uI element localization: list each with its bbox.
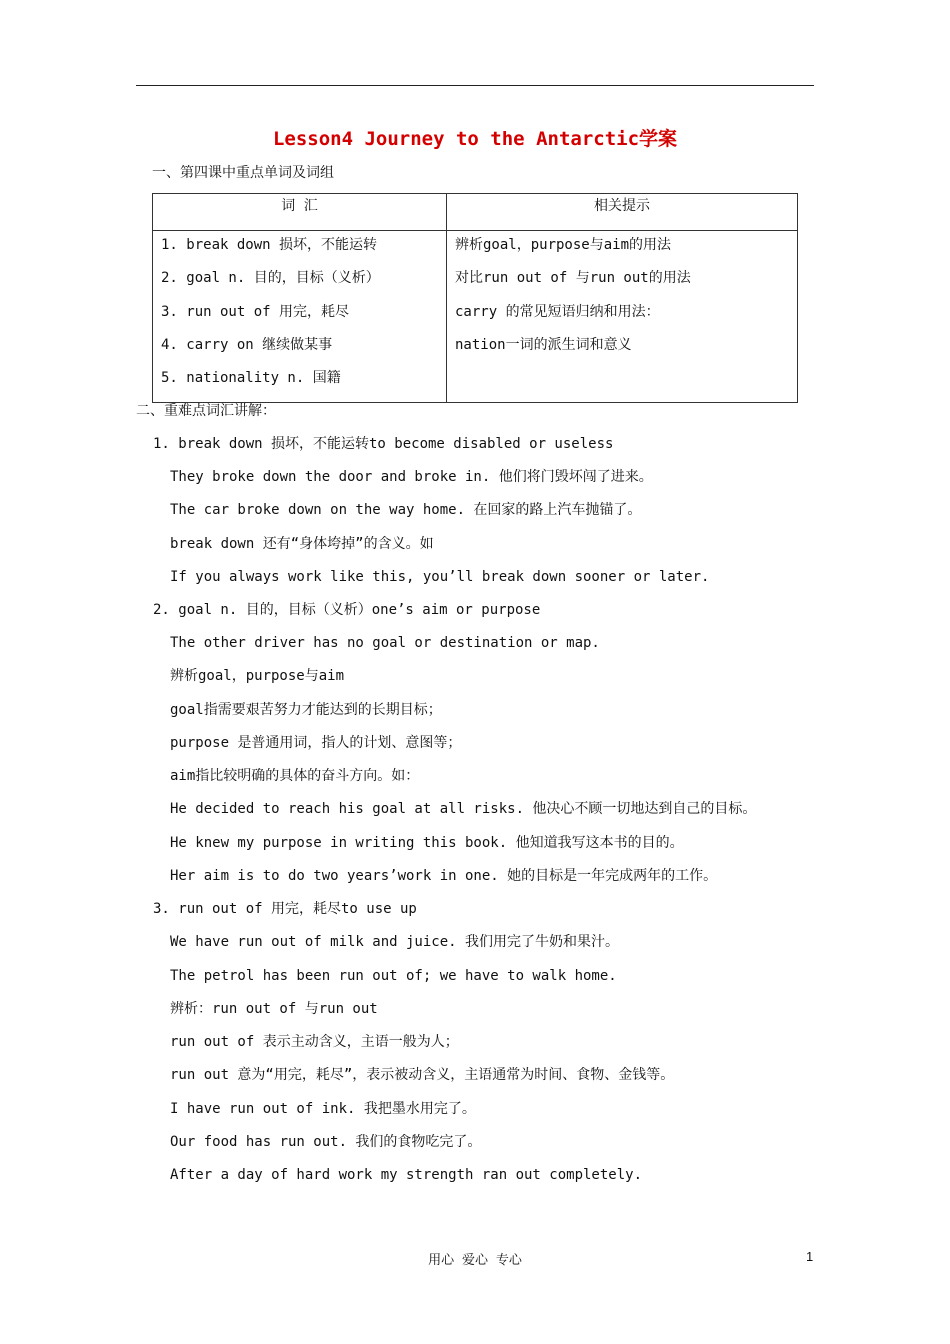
hints-list-cell [447,231,798,403]
explain-line: He knew my purpose in writing this book. 他知道我写这本书的目的。 [170,835,684,851]
document-title: Lesson4 Journey to the Antarctic学案 [272,128,678,150]
hint-item: carry 的常见短语归纳和用法： [455,303,660,320]
explain-line: 2. goal n. 目的，目标（义析）one’s aim or purpose [153,602,541,618]
explain-line: The car broke down on the way home. 在回家的路上汽车抛锚了。 [170,502,642,518]
vocab-item: 2. goal n. 目的，目标（义析） [161,270,380,287]
explain-line: 辨析：run out of 与run out [170,1001,378,1017]
explain-line: run out 意为“用完，耗尽”，表示被动含义，主语通常为时间、食物、金钱等。 [170,1067,675,1083]
footer-text: 用心 爱心 专心 [428,1253,522,1268]
explain-line: aim指比较明确的具体的奋斗方向。如： [170,768,420,784]
vocab-item: 4. carry on 继续做某事 [161,336,333,353]
explain-line: 3. run out of 用完，耗尽to use up [153,901,417,917]
explain-line: The other driver has no goal or destination or map. [170,635,600,651]
vocab-table [152,193,798,403]
section1-heading: 一、第四课中重点单词及词组 [152,165,334,181]
table-header-vocab: 词 汇 [153,194,447,231]
vocab-item: 3. run out of 用完，耗尽 [161,303,350,320]
explain-line: break down 还有“身体垮掉”的含义。如 [170,536,434,552]
explain-line: We have run out of milk and juice. 我们用完了牛奶和果汁。 [170,934,620,950]
vocab-item: 1. break down 损坏，不能运转 [161,237,378,253]
explain-line: Our food has run out. 我们的食物吃完了。 [170,1134,482,1150]
page-number: 1 [806,1249,814,1264]
explain-line: 辨析goal，purpose与aim [170,668,345,684]
explain-line: If you always work like this, you’ll break down sooner or later. [170,569,710,585]
header-rule [136,85,814,86]
explain-line: Her aim is to do two years’work in one. 她的目标是一年完成两年的工作。 [170,868,718,884]
explain-line: I have run out of ink. 我把墨水用完了。 [170,1101,476,1117]
hint-item: 对比run out of 与run out的用法 [455,270,691,287]
explain-line: The petrol has been run out of; we have to walk home. [170,968,617,984]
table-header-hints: 相关提示 [447,194,798,231]
explain-line: run out of 表示主动含义，主语一般为人； [170,1034,459,1050]
hint-item: nation一词的派生词和意义 [455,336,632,353]
vocab-list-cell [153,231,447,403]
explain-line: goal指需要艰苦努力才能达到的长期目标； [170,702,442,718]
explain-line: 1. break down 损坏，不能运转to become disabled or useless [153,436,614,452]
vocab-item: 5. nationality n. 国籍 [161,370,341,387]
section2-heading: 二、重难点词汇讲解： [136,403,276,419]
hint-item: 辨析goal，purpose与aim的用法 [455,237,672,253]
explain-line: He decided to reach his goal at all risks. 他决心不顾一切地达到自己的目标。 [170,801,757,817]
explain-line: purpose 是普通用词，指人的计划、意图等； [170,735,462,751]
explain-line: They broke down the door and broke in. 他们将门毁坏闯了进来。 [170,469,653,485]
explain-line: After a day of hard work my strength ran out completely. [170,1167,643,1183]
